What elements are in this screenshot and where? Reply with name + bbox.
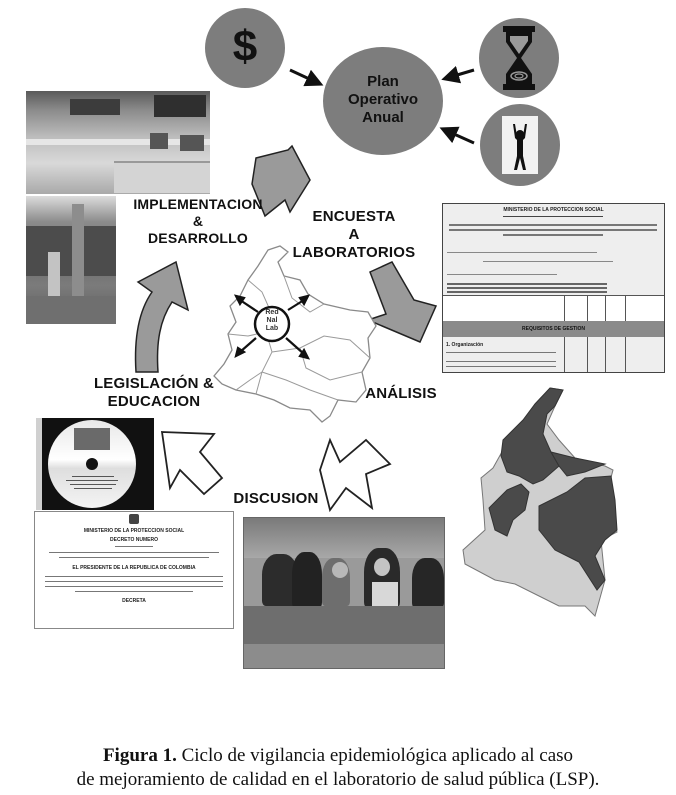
colombia-regions-map [455, 380, 655, 640]
caption-line-2: de mejoramiento de calidad en el laboratorio de salud pública (LSP). [76, 769, 600, 790]
stage-encuesta-line-1: ENCUESTA [312, 208, 396, 225]
red-nal-lab-line-3: Lab [265, 325, 279, 332]
decree-president: EL PRESIDENTE DE LA REPUBLICA DE COLOMBIA [72, 565, 196, 571]
plan-line-3: Anual [362, 109, 404, 126]
cycle-arrow-to-legislacion [162, 432, 222, 494]
cycle-arrow-to-discusion [320, 440, 390, 510]
decree-number-line: DECRETO NUMERO [110, 537, 158, 543]
stage-implementacion-line-3: DESARROLLO [148, 230, 248, 246]
plan-line-2: Operativo [347, 91, 419, 108]
training-cd-disc [48, 420, 136, 508]
survey-form-section: REQUISITOS DE GESTION [522, 326, 585, 332]
caption-label: Figura 1. [102, 745, 177, 766]
figure-caption [0, 744, 676, 792]
survey-form-item: 1. Organización [446, 342, 484, 348]
survey-form-section-bar [443, 321, 664, 337]
stage-legislacion-line-2: EDUCACION [107, 393, 201, 410]
stage-encuesta-line-2: A [348, 226, 360, 243]
cycle-arrow-to-implementacion [136, 262, 188, 372]
stage-discusion-line-1: DISCUSION [233, 490, 319, 507]
survey-form-document [442, 203, 665, 373]
plan-line-1: Plan [367, 73, 399, 90]
stage-implementacion-line-2: & [192, 213, 204, 229]
colombia-outline-map [200, 240, 380, 430]
stage-encuesta-line-3: LABORATORIOS [292, 244, 416, 261]
red-nal-lab-line-2: Nal [266, 317, 278, 324]
stage-implementacion-line-1: IMPLEMENTACION [133, 196, 263, 212]
discussion-group-photo [243, 517, 445, 669]
decree-decreta: DECRETA [122, 598, 146, 604]
stage-analisis-line-1: ANÁLISIS [365, 385, 437, 402]
red-nal-lab-line-1: Red [265, 309, 279, 316]
decree-document [34, 511, 234, 629]
dollar-sign-icon: $ [232, 22, 258, 71]
caption-text-1: Ciclo de vigilancia epidemiológica aplicado al caso [181, 745, 574, 766]
decree-ministry: MINISTERIO DE LA PROTECCION SOCIAL [83, 528, 185, 534]
stage-discusion [226, 490, 326, 507]
coat-of-arms-icon [129, 514, 139, 524]
training-cd-case [36, 418, 154, 510]
survey-form-header: MINISTERIO DE LA PROTECCIÓN SOCIAL [503, 207, 604, 213]
caption-line-1 [0, 744, 676, 768]
stage-legislacion-line-1: LEGISLACIÓN & [93, 375, 215, 392]
red-nal-lab-label [258, 309, 286, 333]
